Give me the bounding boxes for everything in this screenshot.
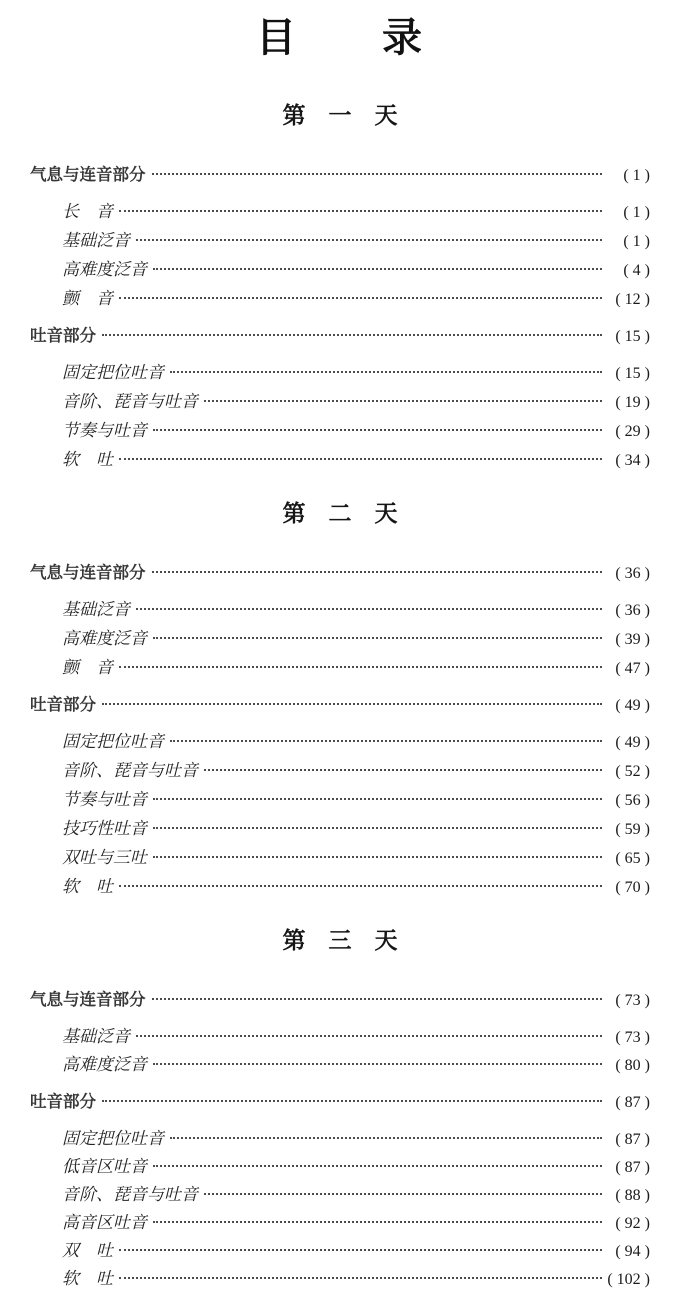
toc-item-row: [30, 1026, 650, 1049]
page-number: ( 87 ): [615, 1131, 650, 1148]
page-number: ( 102 ): [607, 1271, 650, 1288]
dot-leader: [153, 1165, 602, 1167]
toc-item-row: [30, 259, 650, 282]
toc-item-row: [30, 1156, 650, 1179]
toc-item-row: [30, 760, 650, 783]
toc-item-row: [30, 420, 650, 443]
page-number: ( 1 ): [623, 167, 650, 184]
page-number: ( 19 ): [615, 394, 650, 411]
page-number: ( 15 ): [615, 365, 650, 382]
toc-item-row: [30, 449, 650, 472]
toc-item-row: [30, 1128, 650, 1151]
dot-leader: [204, 769, 602, 771]
dot-leader: [153, 827, 602, 829]
page-number: ( 49 ): [615, 697, 650, 714]
dot-leader: [102, 1100, 602, 1102]
toc-item-row: [30, 1212, 650, 1235]
entry-label: 双吐与三吐: [62, 848, 147, 867]
dot-leader: [153, 637, 602, 639]
page-number: ( 73 ): [615, 1029, 650, 1046]
day-section-2: [30, 498, 650, 899]
toc-item-row: [30, 876, 650, 899]
entry-label: 音阶、琵音与吐音: [62, 392, 198, 411]
day-3-heading: 第 三 天: [282, 927, 398, 953]
entry-label: 软 吐: [62, 450, 113, 469]
entry-label: 节奏与吐音: [62, 421, 147, 440]
dot-leader: [119, 885, 602, 887]
entry-label: 基础泛音: [62, 231, 130, 250]
toc-item-row: [30, 230, 650, 253]
entry-label: 高难度泛音: [62, 260, 147, 279]
day-2-heading: 第 二 天: [282, 500, 398, 526]
entry-label: 基础泛音: [62, 1027, 130, 1046]
toc-group-row: [30, 1091, 650, 1114]
toc-group-row: [30, 562, 650, 585]
page-number: ( 1 ): [623, 204, 650, 221]
page-number: ( 87 ): [615, 1094, 650, 1111]
entry-label: 固定把位吐音: [62, 363, 164, 382]
dot-leader: [102, 703, 602, 705]
dot-leader: [119, 1249, 602, 1251]
toc-group-row: [30, 164, 650, 187]
dot-leader: [153, 1063, 602, 1065]
page-number: ( 1 ): [623, 233, 650, 250]
toc-item-row: [30, 1184, 650, 1207]
toc-item-row: [30, 789, 650, 812]
page-number: ( 36 ): [615, 602, 650, 619]
toc-item-row: [30, 391, 650, 414]
toc-group-row: [30, 325, 650, 348]
entry-label: 软 吐: [62, 1269, 113, 1288]
page-number: ( 34 ): [615, 452, 650, 469]
dot-leader: [170, 1137, 602, 1139]
page-number: ( 15 ): [615, 328, 650, 345]
toc-group-row: [30, 989, 650, 1012]
page-number: ( 80 ): [615, 1057, 650, 1074]
page-number: ( 12 ): [615, 291, 650, 308]
day-section-1: [30, 100, 650, 472]
page-title: 目 录: [256, 15, 424, 60]
dot-leader: [119, 666, 602, 668]
dot-leader: [153, 268, 602, 270]
entry-label: 基础泛音: [62, 600, 130, 619]
toc-group-row: [30, 694, 650, 717]
entry-label: 气息与连音部分: [30, 564, 146, 582]
page-number: ( 39 ): [615, 631, 650, 648]
page-number: ( 29 ): [615, 423, 650, 440]
entry-label: 低音区吐音: [62, 1157, 147, 1176]
dot-leader: [204, 400, 602, 402]
page-number: ( 65 ): [615, 850, 650, 867]
toc-page: [0, 14, 680, 1303]
day-section-3: [30, 925, 650, 1291]
dot-leader: [136, 239, 602, 241]
entry-label: 颤 音: [62, 289, 113, 308]
entry-label: 节奏与吐音: [62, 790, 147, 809]
page-number: ( 49 ): [615, 734, 650, 751]
dot-leader: [170, 371, 602, 373]
toc-item-row: [30, 288, 650, 311]
toc-item-row: [30, 818, 650, 841]
entry-label: 高难度泛音: [62, 1055, 147, 1074]
page-number: ( 70 ): [615, 879, 650, 896]
page-number: ( 4 ): [623, 262, 650, 279]
page-number: ( 87 ): [615, 1159, 650, 1176]
entry-label: 气息与连音部分: [30, 991, 146, 1009]
entry-label: 固定把位吐音: [62, 732, 164, 751]
toc-item-row: [30, 657, 650, 680]
dot-leader: [102, 334, 602, 336]
entry-label: 长 音: [62, 202, 113, 221]
dot-leader: [152, 571, 603, 573]
page-number: ( 73 ): [615, 992, 650, 1009]
toc-item-row: [30, 201, 650, 224]
dot-leader: [153, 856, 602, 858]
page-number: ( 56 ): [615, 792, 650, 809]
page-number: ( 92 ): [615, 1215, 650, 1232]
toc-item-row: [30, 362, 650, 385]
dot-leader: [153, 1221, 602, 1223]
entry-label: 技巧性吐音: [62, 819, 147, 838]
day-1-heading: 第 一 天: [282, 102, 398, 128]
entry-label: 吐音部分: [30, 696, 96, 714]
entry-label: 固定把位吐音: [62, 1129, 164, 1148]
dot-leader: [170, 740, 602, 742]
page-number: ( 47 ): [615, 660, 650, 677]
dot-leader: [152, 998, 603, 1000]
entry-label: 高难度泛音: [62, 629, 147, 648]
entry-label: 颤 音: [62, 658, 113, 677]
entry-label: 音阶、琵音与吐音: [62, 761, 198, 780]
entry-label: 软 吐: [62, 877, 113, 896]
toc-item-row: [30, 731, 650, 754]
entry-label: 高音区吐音: [62, 1213, 147, 1232]
page-number: ( 94 ): [615, 1243, 650, 1260]
dot-leader: [119, 297, 602, 299]
dot-leader: [204, 1193, 602, 1195]
entry-label: 气息与连音部分: [30, 166, 146, 184]
toc-item-row: [30, 1054, 650, 1077]
dot-leader: [153, 798, 602, 800]
toc-item-row: [30, 599, 650, 622]
toc-item-row: [30, 1240, 650, 1263]
dot-leader: [136, 1035, 602, 1037]
dot-leader: [152, 173, 603, 175]
entry-label: 音阶、琵音与吐音: [62, 1185, 198, 1204]
dot-leader: [136, 608, 602, 610]
toc-item-row: [30, 847, 650, 870]
page-number: ( 52 ): [615, 763, 650, 780]
page-number: ( 59 ): [615, 821, 650, 838]
entry-label: 双 吐: [62, 1241, 113, 1260]
page-number: ( 88 ): [615, 1187, 650, 1204]
dot-leader: [119, 1277, 602, 1279]
entry-label: 吐音部分: [30, 1093, 96, 1111]
dot-leader: [153, 429, 602, 431]
entry-label: 吐音部分: [30, 327, 96, 345]
dot-leader: [119, 458, 602, 460]
page-number: ( 36 ): [615, 565, 650, 582]
dot-leader: [119, 210, 602, 212]
toc-item-row: [30, 1268, 650, 1291]
toc-item-row: [30, 628, 650, 651]
